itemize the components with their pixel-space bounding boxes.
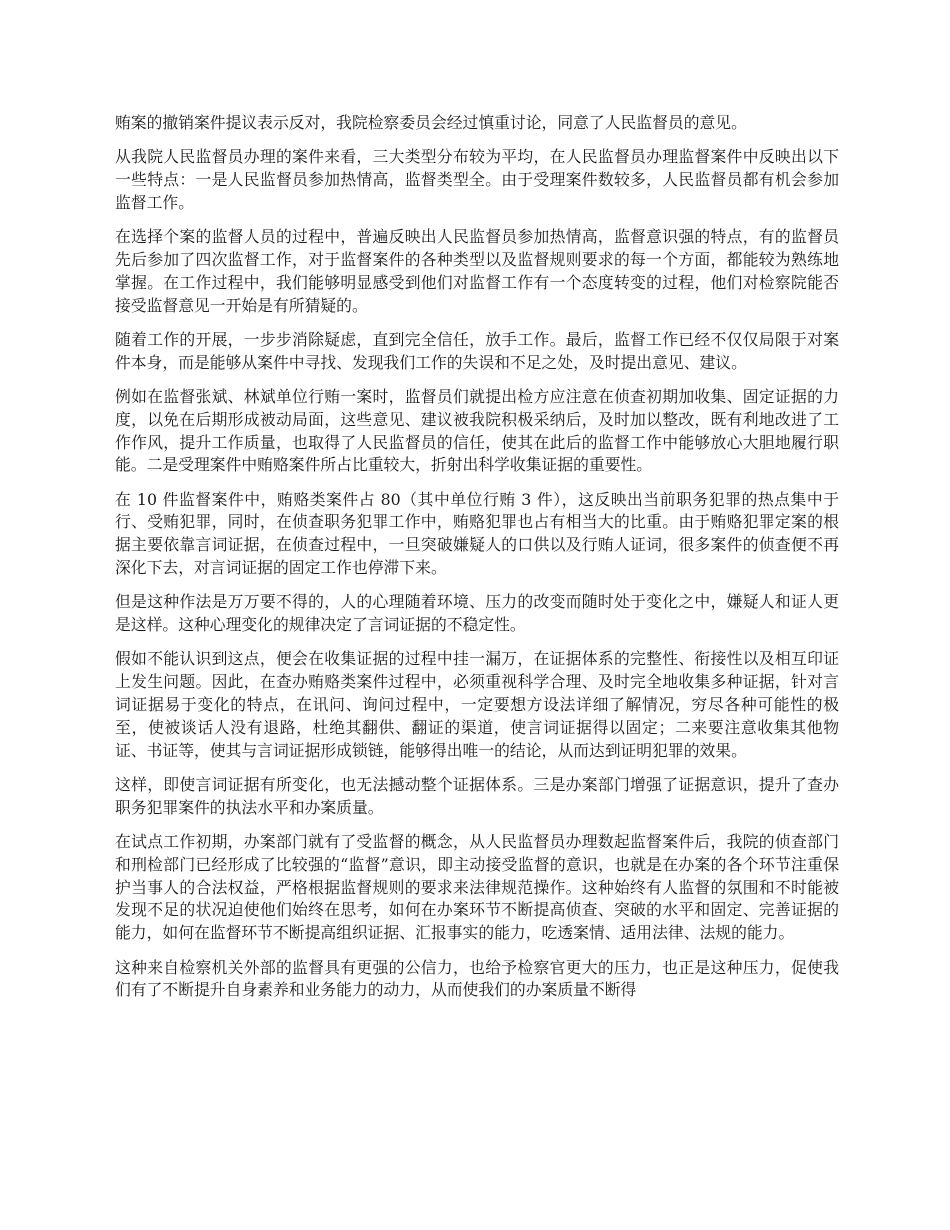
paragraph-7: 但是这种作法是万万要不得的，人的心理随着环境、压力的改变而随时处于变化之中，嫌疑人和证人更是这样。这种心理变化的规律决定了言词证据的不稳定性。: [115, 592, 839, 635]
paragraph-3: 在选择个案的监督人员的过程中，普遍反映出人民监督员参加热情高，监督意识强的特点，有的监督员先后参加了四次监督工作，对于监督案件的各种类型以及监督规则要求的每一个方面，都能较为熟练地掌握。在工作过程中，我们能够明显感受到他们对监督工作有一个态度转变的过程，他们对检察院能否接受监督意见一开始是有所猜疑的。: [115, 227, 839, 315]
paragraph-11: 这种来自检察机关外部的监督具有更强的公信力，也给予检察官更大的压力，也正是这种压力，促使我们有了不断提升自身素养和业务能力的动力，从而使我们的办案质量不断得: [115, 957, 839, 1000]
paragraph-6: 在 10 件监督案件中，贿赂类案件占 80（其中单位行贿 3 件），这反映出当前职务犯罪的热点集中于行、受贿犯罪，同时，在侦查职务犯罪工作中，贿赂犯罪也占有相当大的比重。由于贿赂犯罪定案的根据主要依靠言词证据，在侦查过程中，一旦突破嫌疑人的口供以及行贿人证词，很多案件的侦查便不再深化下去，对言词证据的固定工作也停滞下来。: [115, 489, 839, 578]
paragraph-9: 这样，即使言词证据有所变化，也无法撼动整个证据体系。三是办案部门增强了证据意识，提升了查办职务犯罪案件的执法水平和办案质量。: [115, 774, 839, 817]
paragraph-2: 从我院人民监督员办理的案件来看，三大类型分布较为平均，在人民监督员办理监督案件中反映出以下一些特点：一是人民监督员参加热情高，监督类型全。由于受理案件数较多，人民监督员都有机会参加监督工作。: [115, 147, 839, 212]
paragraph-1: 贿案的撤销案件提议表示反对，我院检察委员会经过慎重讨论，同意了人民监督员的意见。: [115, 113, 747, 132]
paragraph-8: 假如不能认识到这点，便会在收集证据的过程中挂一漏万，在证据体系的完整性、衔接性以及相互印证上发生问题。因此，在查办贿赂类案件过程中，必须重视科学合理、及时完全地收集多种证据，针对言词证据易于变化的特点，在讯问、询问过程中，一定要想方设法详细了解情况，穷尽各种可能性的极至，使被谈话人没有退路，杜绝其翻供、翻证的渠道，使言词证据得以固定；二来要注意收集其他物证、书证等，使其与言词证据形成锁链，能够得出唯一的结论，从而达到证明犯罪的效果。: [115, 649, 839, 760]
paragraph-4: 随着工作的开展，一步步消除疑虑，直到完全信任，放手工作。最后，监督工作已经不仅仅局限于对案件本身，而是能够从案件中寻找、发现我们工作的失误和不足之处，及时提出意见、建议。: [115, 329, 839, 372]
paragraph-10: 在试点工作初期，办案部门就有了受监督的概念，从人民监督员办理数起监督案件后，我院的侦查部门和刑检部门已经形成了比较强的“监督”意识，即主动接受监督的意识，也就是在办案的各个环节注重保护当事人的合法权益，严格根据监督规则的要求来法律规范操作。这种始终有人监督的氛围和不时能被发现不足的状况迫使他们始终在思考，如何在办案环节不断提高侦查、突破的水平和固定、完善证据的能力，如何在监督环节不断提高组织证据、汇报事实的能力，吃透案情、适用法律、法规的能力。: [115, 832, 839, 943]
paragraph-5: 例如在监督张斌、林斌单位行贿一案时，监督员们就提出检方应注意在侦查初期加收集、固定证据的力度，以免在后期形成被动局面，这些意见、建议被我院积极采纳后，及时加以整改，既有利地改进了工作作风，提升工作质量，也取得了人民监督员的信任，使其在此后的监督工作中能够放心大胆地履行职能。二是受理案件中贿赂案件所占比重较大，折射出科学收集证据的重要性。: [115, 386, 839, 475]
document-body: [115, 112, 839, 1014]
